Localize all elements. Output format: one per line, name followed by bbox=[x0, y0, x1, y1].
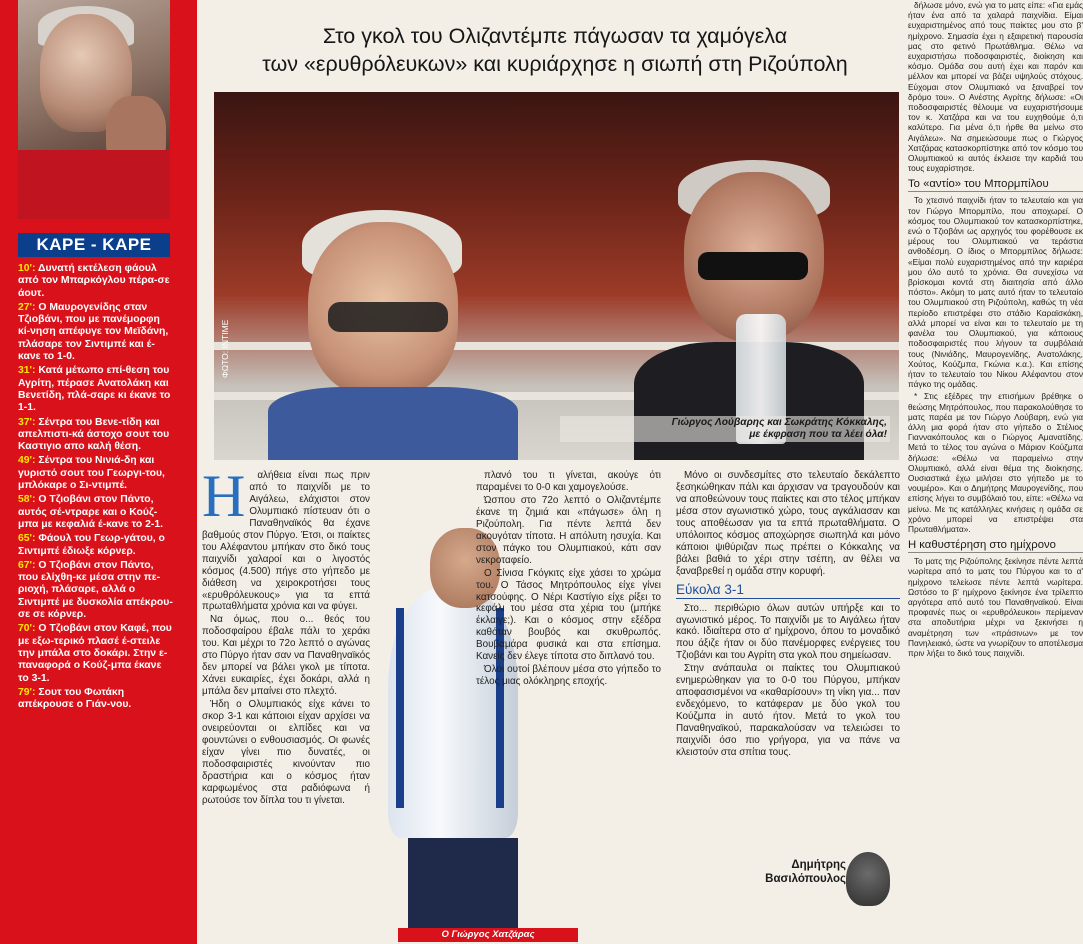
coach-caption: Ο Γιώργος Χατζάρας bbox=[398, 928, 578, 942]
timeline-item bbox=[18, 455, 173, 492]
timeline-item bbox=[18, 533, 173, 558]
paragraph: Στην ανάπαυλα οι παίκτες του Ολυμπιακού ενημερώθηκαν για το 0-0 του Πύργου, μπήκαν αποφασισμένοι να «καθαρίσουν» τη νίκη για... παν ενδεχόμενο, το κατάφεραν με δύο γκολ του Κούζμπα in αυτό ήτον. Μετά το γκολ του Παναθηναϊκού, παρακαλούσαν να τελειώσει το παιχνίδι όσο πιο γρήγορα, για να πάνε να κλειστούν στα σπίτια τους. bbox=[676, 663, 900, 759]
paragraph: δήλωσε μόνο, ενώ για το ματς είπε: «Για εμάς ήταν ένα από τα χαλαρά παιχνίδια. Είμαι ευχαριστημένος από τους παίκτες μου στο β' ημίχρονο. Σημασία έχει η εξαιρετική παρουσία μας στο φετινό Πρωτάθλημα. Θέλω να ευχαριστήσω ποδοσφαιριστές, διοίκηση και κόσμο. Ομάδα σου αυτή έχει και παρόν και μέλλον και μπορεί να βάζει υψηλούς στόχους. Εύχομαι στον Ολυμπιακό να ξαναβρεί τον δρόμο του». Ο Ανέστης Αγρίτης δήλωσε: «Οι ποδοσφαιριστές θέλουμε να ευχαριστήσουμε τον κ. Χατζάρα και να του ευχηθούμε ό,τι καλύτερο. Για μένα ό,τι ήρθε θα μείνω στο Αιγάλεω». Να σημειώσουμε πως ο Γιώργος Χατζάρας κατασκορπίστηκε από τον κόσμο του Ολυμπιακού κι αυτός έκλεισε την καρδιά του τους ευχαρίστησε. bbox=[908, 0, 1083, 174]
author-last-name: Βασιλόπουλος bbox=[765, 873, 846, 885]
timeline-minute: 67': bbox=[18, 559, 39, 571]
paragraph: πλανό του τι γίνεται, ακούγε ότι παραμένει το 0-0 και χαμογελούσε. bbox=[476, 470, 661, 493]
timeline-minute: 31': bbox=[18, 365, 39, 377]
timeline-item bbox=[18, 302, 173, 363]
timeline-minute: 10': bbox=[18, 263, 38, 274]
timeline-minute: 65': bbox=[18, 533, 39, 545]
timeline-item bbox=[18, 417, 173, 454]
right-heading-borbilos: Το «αντίο» του Μπορμπίλου bbox=[908, 177, 1083, 192]
timeline-item bbox=[18, 687, 173, 712]
timeline-minute: 37': bbox=[18, 416, 39, 428]
sidebar-photo bbox=[18, 0, 170, 219]
timeline-minute: 70': bbox=[18, 623, 39, 635]
headline bbox=[210, 22, 900, 78]
paragraph: Στο... περιθώριο όλων αυτών υπήρξε και το αγωνιστικό μέρος. Το παιχνίδι με το Αιγάλεω ήταν κακό. Ιδιαίτερα στο α' ημίχρονο, όπου το μοναδικό που άξιζε ήταν οι δύο πανέμορφες ενέργειες του Τζιοβάνι και του Αγρίτη στα γκολ που σημείωσαν. bbox=[676, 602, 900, 662]
sidebar-title: ΚΑΡΕ - ΚΑΡΕ bbox=[18, 233, 170, 257]
paragraph: Ο Σίνισα Γκόγκιτς είχε χάσει το χρώμα του. Ο Τάσος Μητρόπουλος είχε γίνει κατσούφης. Ο Νέρι Καστίγιο είχε ρίξει το κεφάλι του μέσα στα χέρια του (μπήκε έκλαιγε;). Και ο κόσμος στην εξέδρα καθόταν βουβός και σκυθρωπός. Βουβαμάρα φυσικά και στα επίσημα. Κανείς δεν έλεγε τίποτα στο διπλανό του. bbox=[476, 567, 661, 663]
paragraph: Ώσπου στο 72ο λεπτό ο Ολιζαντέμπε έκανε τη ζημιά και «πάγωσε» όλη η Ριζούπολη. Για πέντε λεπτά δεν ακουγόταν τίποτα. Η απόλυτη ησυχία. Και στον πάγκο του Ολυμπιακού, κάτι σαν νεκροταφείο. bbox=[476, 494, 661, 566]
timeline-minute: 58': bbox=[18, 494, 39, 506]
timeline-text: Ο Τζιοβάνι στον Καφέ, που με εξω-τερικό πλασέ έ-στειλε την μπάλα στο δοκάρι. Στην ε-παναφορά ο Κούζ-μπα έκανε το 3-1. bbox=[18, 623, 172, 684]
article-column-3 bbox=[676, 470, 900, 760]
timeline-text: Φάουλ του Γεωρ-γάτου, ο Σιντιμπέ έδιωξε κόρνερ. bbox=[18, 533, 165, 557]
timeline-item bbox=[18, 494, 173, 531]
right-heading-halftime-delay: Η καθυστέρηση στο ημίχρονο bbox=[908, 538, 1083, 553]
timeline-text: Σουτ του Φωτάκη απέκρουσε ο Γιάν-νου. bbox=[18, 686, 132, 711]
author-first-name: Δημήτρης bbox=[791, 859, 846, 871]
timeline-item bbox=[18, 263, 173, 300]
author-photo bbox=[846, 852, 890, 906]
drop-cap: Η bbox=[202, 463, 246, 529]
headline-line2: των «ερυθρόλευκων» και κυριάρχησε η σιωπή στη Ριζούπολη bbox=[262, 52, 848, 76]
paragraph: Να όμως, που ο... θεός του ποδοσφαίρου έβαλε πάλι το χεράκι του. Και μέχρι το 72ο λεπτό ο αγώνας στο Πύργο ήταν σαν να Παναθηναϊκός δεν μπορεί να βάλει γκολ με τίποτα. Χάνει ευκαιρίες, έχει δοκάρι, αλλά η μπάλα δεν μπαίνει στο πλεχτό. bbox=[202, 614, 370, 698]
timeline-minute: 49': bbox=[18, 455, 39, 467]
paragraph: Ήδη ο Ολυμπιακός είχε κάνει το σκορ 3-1 και κάποιοι είχαν αρχίσει να ονειρεύονται οι ελπίδες και να φουντώνει ο ενθουσιασμός. Οι φωνές είχαν γίνει πιο δυνατές, οι ποδοσφαιριστές κινούνταν πιο δραστήρια και ο κόσμος ήταν καρφωμένος στα ραδιόφωνα ή ρωτούσε τον δίπλα του τι γίνεται. bbox=[202, 699, 370, 806]
photo-credit: ΦΩΤΟ: INTIME bbox=[220, 319, 230, 378]
right-column bbox=[908, 0, 1083, 944]
timeline-text: Ο Τζιοβάνι στον Πάντο, αυτός σέ-ντραρε και ο Κούζ-μπα με κεφαλιά έ-κανε το 2-1. bbox=[18, 494, 164, 530]
timeline-text: Κατά μέτωπο επί-θεση του Αγρίτη, πέρασε Ανατολάκη και Βενετίδη, πλά-σαρε κι έκανε το 1-1. bbox=[18, 365, 171, 414]
timeline-minute: 79': bbox=[18, 686, 39, 698]
paragraph: αλήθεια είναι πως πριν από το παιχνίδι με το Αιγάλεω, ελάχιστοι στον Ολυμπιακό πίστευαν ότι ο Παναθηναϊκός θα έχανε βαθμούς στον Πύργο. Έτσι, οι παίκτες του Αλέφαντου μπήκαν στο δικό τους παιχνίδι χαλαροί και ο λιγοστός κόσμος (4.500) πήγε στο γήπεδο με διάθεση να χειροκροτήσει τους «ερυθρόλευκους» για τα επτά πρωταθλήματα χρόνια και να φύγει. bbox=[202, 470, 370, 613]
paragraph: * Στις εξέδρες την επισήμων βρέθηκε ο θεώσης Μητρόπουλος, που παρακολούθησε το ματς παρέα με τον Γιώργο Λούβαρη, ενώ για άλλη μια φορά ήταν στο γήπεδο ο Στέλιος Γιαννακόπουλος και ο Γιώργος Αμανατίδης. Μετά το τέλος του αγώνα ο Μάριον Κούζμπα δήλωσε: «Θέλω να παραμείνω στην Ολυμπιακό, αλλά είναι θέμα της διοίκησης. Ουσιαστικά έχω μιλήσει στο γήπεδο με το νουμέρο». Και ο Δημήτρης Μαυρογενίδης, που επίσης λήγει το συμβόλαιό του, είπε: «Θέλω να μείνω. Με τις κατάλληλες κινήσεις η ομάδα σε χρόνο μπορεί να επιστρέψει στα Πρωταθλήματα». bbox=[908, 391, 1083, 534]
paragraph: Το ματς της Ριζούπολης ξεκίνησε πέντε λεπτά νωρίτερα από το ματς του Πύργου και το α' ημίχρονο τελείωσε πέντε λεπτά νωρίτερα. Ωστόσο το β' ημίχρονο ξεκίνησε ένα τρίλεπτο αργότερα από αυτό του Παναθηναϊκού. Είναι προφανές πως οι «ερυθρόλευκοι» περίμεναν στα αποδυτήρια μέχρι να ξεκινήσει η αναμέτρηση των «πράσινων» με τον Πανηλειακό, ώστε να γνωρίζουν το αποτέλεσμα πριν λήξει το δικό τους παιχνίδι. bbox=[908, 556, 1083, 658]
timeline-list bbox=[18, 263, 173, 713]
paragraph: Το χτεσινό παιχνίδι ήταν το τελευταίο και για τον Γιώργο Μπορμπίλο, που αποχωρεί. Ο κόσμος του Ολυμπιακού τον κατασκορπίστηκε, ενώ ο Τζιοβάνι ως αρχηγός του φορέθουσε εκ μέρους του Ολυμπιακού να τεράστια ανθοδέσμη. Ο ίδιος ο Μπορμπίλος δήλωσε: «Είμαι πολύ ευχαριστημένος από την καριέρα μου όλο αυτό το χρόνια. Θα συνεχίσω να βρίσκομαι κοντά στη διαιτησία από άλλο πόστο». Ακόμη το ματς αυτό ήταν το τελευταίο του Ολυμπιακού στη Ριζούπολη, καθώς τη νέα περίοδο επιστρέφει στο στάδιο Καραϊσκάκη, αλλά μπορεί να είναι και το τελευταίο με τη φανέλα του Ολυμπιακού, για κάποιους ποδοσφαιριστές που λήγουν τα συμβόλαιά τους (Νινιάδης, Μαυρογενίδης, Ανατολάκης, Χούτος, Κούζμπα, Γκώνια κ.α.). Και επίσης ήταν το τελευταίο του Νίκου Αλέφαντου στον πάγκο της ομάδας. bbox=[908, 195, 1083, 390]
paragraph: Μόνο οι συνδεσμίτες στο τελευταίο δεκάλεπτο ξεσηκώθηκαν πάλι και άρχισαν να τραγουδούν και να αποθεώνουν τους παίκτες και στο τέλος μπήκαν μέσα στον αγωνιστικό χώρο, τους αγκάλιασαν και τους αποθέωσαν για τα επτά πρωταθλήματα. Ο υπόλοιπος κόσμος αποχώρησε σιωπηλά και μόνο κάποιοι ψιθύριζαν πως πρέπει ο Κόκκαλης να βάλει βαθιά το χέρι στην τσέπη, αν θέλει να ξαναβρεθεί η ομάδα στην κορυφή. bbox=[676, 470, 900, 577]
headline-line1: Στο γκολ του Ολιζαντέμπε πάγωσαν τα χαμόγελα bbox=[322, 24, 788, 48]
paragraph: Όλοι ουτοί βλέπουν μέσα στο γήπεδο το τέλος μιας ολόκληρης εποχής. bbox=[476, 664, 661, 688]
timeline-text: Σέντρα του Νινιά-δη και γυριστό σουτ του Γεωργι-του, μπλόκαρε ο Σι-ντιμπέ. bbox=[18, 455, 165, 492]
timeline-item bbox=[18, 365, 173, 414]
author-byline bbox=[726, 858, 846, 886]
photo-caption-line1: Γιώργος Λούβαρης και Σωκράτης Κόκκαλης, bbox=[671, 417, 887, 428]
photo-caption bbox=[560, 416, 890, 442]
article-column-2 bbox=[476, 470, 661, 689]
timeline-text: Ο Τζιοβάνι στον Πάντο, που ελίχθη-κε μέσα στην πε-ριοχή, πλάσαρε, αλλά ο Σιντιμπέ με δυσκολία απέκρου-σε σε κόρνερ. bbox=[18, 559, 173, 621]
main-photo bbox=[214, 92, 899, 460]
timeline-minute: 27': bbox=[18, 301, 39, 313]
timeline-text: Σέντρα του Βενε-τίδη και απελπιστι-κά άστοχο σουτ του Καστιγιο απο καλή θέση. bbox=[18, 416, 170, 453]
timeline-item bbox=[18, 560, 173, 621]
photo-caption-line2: με έκφραση που τα λέει όλα! bbox=[749, 429, 887, 440]
section-heading-easy-3-1: Εύκολα 3-1 bbox=[676, 581, 900, 599]
article-column-1 bbox=[202, 463, 370, 808]
timeline-text: Ο Μαυρογενίδης σταν Τζιοβάνι, που με πανέμορφη κί-νηση απέφυγε τον Μεϊδάνη, πλάσαρε τον Σιντιμπέ και έ-κανε το 1-0. bbox=[18, 301, 169, 363]
timeline-text: Δυνατή εκτέλεση φάουλ από τον Μπαρκόγλου πέρα-σε άουτ. bbox=[18, 263, 170, 299]
timeline-item bbox=[18, 623, 173, 684]
